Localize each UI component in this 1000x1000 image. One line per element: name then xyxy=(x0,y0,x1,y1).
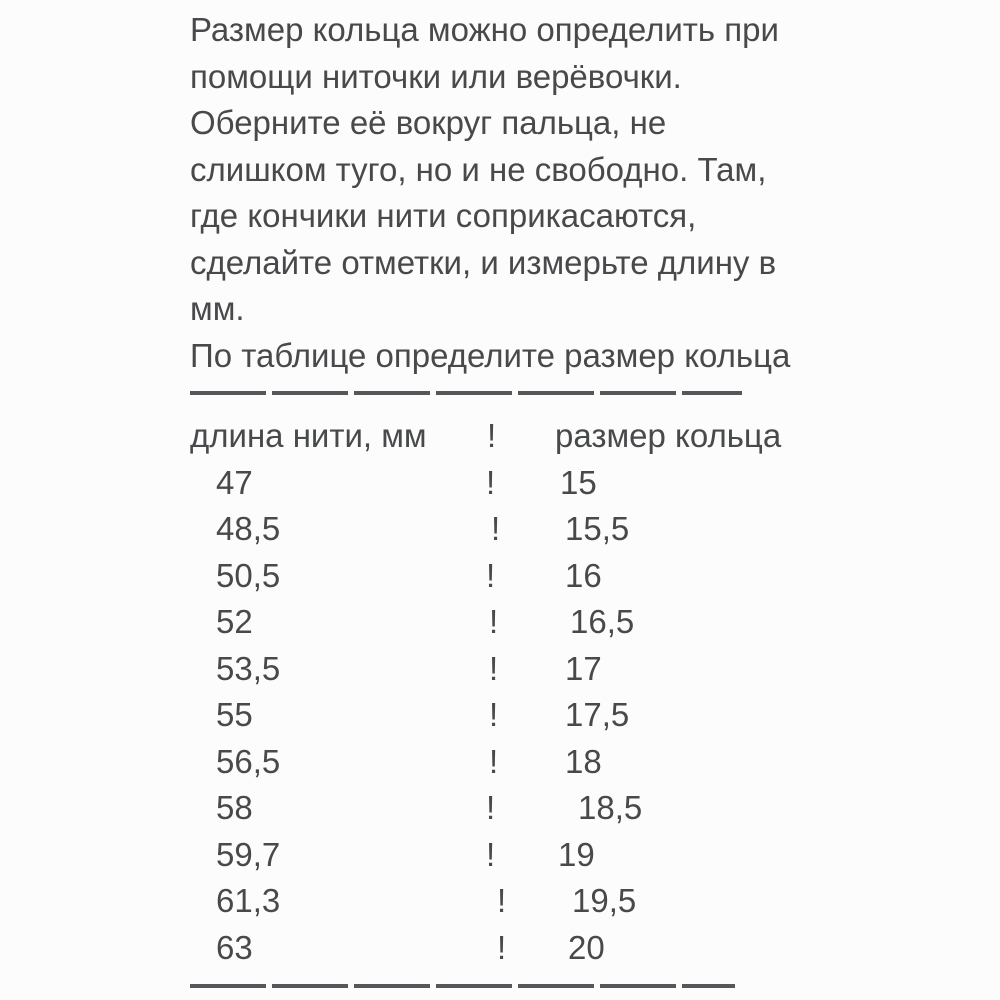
row-length: 52 xyxy=(216,603,253,640)
intro-line: По таблице определите размер кольца xyxy=(190,336,791,374)
intro-paragraph xyxy=(190,7,790,379)
column-separator: ! xyxy=(489,742,499,780)
row-size: 16 xyxy=(565,556,602,594)
table-row xyxy=(190,785,890,832)
intro-line: Оберните её вокруг пальца, не xyxy=(190,104,667,141)
column-separator: ! xyxy=(487,417,497,454)
header-size-label: размер кольца xyxy=(555,417,782,454)
column-separator: ! xyxy=(486,789,496,826)
table-header-row xyxy=(190,413,890,460)
row-size: 17,5 xyxy=(565,696,630,733)
column-separator: ! xyxy=(486,463,496,501)
row-length: 55 xyxy=(216,696,253,733)
intro-line: помощи ниточки или верёвочки. xyxy=(190,57,682,95)
row-size: 19,5 xyxy=(572,882,637,919)
column-separator: ! xyxy=(491,510,501,547)
row-size: 19 xyxy=(558,835,595,873)
row-length: 50,5 xyxy=(216,556,281,594)
table-row xyxy=(190,506,890,553)
table-row xyxy=(190,646,890,693)
ring-size-table xyxy=(190,413,890,971)
column-separator: ! xyxy=(486,835,496,873)
table-row xyxy=(190,925,890,972)
intro-line: где кончики нити соприкасаются, xyxy=(190,197,697,234)
row-size: 15,5 xyxy=(565,510,630,547)
table-row xyxy=(190,553,890,600)
intro-line: мм. xyxy=(190,290,245,327)
row-length: 53,5 xyxy=(216,649,281,687)
divider-line-top xyxy=(190,391,742,395)
table-row xyxy=(190,460,890,507)
table-row xyxy=(190,599,890,646)
row-size: 16,5 xyxy=(570,603,635,640)
row-size: 17 xyxy=(565,649,602,687)
row-length: 48,5 xyxy=(216,510,281,547)
column-separator: ! xyxy=(486,556,496,594)
row-length: 58 xyxy=(216,789,253,826)
row-length: 47 xyxy=(216,463,253,501)
table-row xyxy=(190,832,890,879)
table-row xyxy=(190,878,890,925)
column-separator: ! xyxy=(489,649,499,687)
row-length: 56,5 xyxy=(216,742,281,780)
row-length: 59,7 xyxy=(216,835,281,873)
row-length: 63 xyxy=(216,928,253,966)
row-length: 61,3 xyxy=(216,882,281,919)
table-row xyxy=(190,692,890,739)
row-size: 20 xyxy=(568,928,605,966)
intro-line: слишком туго, но и не свободно. Там, xyxy=(190,150,767,188)
column-separator: ! xyxy=(497,928,507,966)
column-separator: ! xyxy=(497,882,507,919)
table-body xyxy=(190,460,890,972)
table-row xyxy=(190,739,890,786)
row-size: 15 xyxy=(560,463,597,501)
divider-line-bottom xyxy=(190,984,735,988)
intro-line: Размер кольца можно определить при xyxy=(190,11,779,48)
row-size: 18 xyxy=(565,742,602,780)
row-size: 18,5 xyxy=(578,789,643,826)
header-length-label: длина нити, мм xyxy=(190,417,427,454)
intro-line: сделайте отметки, и измерьте длину в xyxy=(190,243,777,281)
column-separator: ! xyxy=(489,603,499,640)
column-separator: ! xyxy=(489,696,499,733)
